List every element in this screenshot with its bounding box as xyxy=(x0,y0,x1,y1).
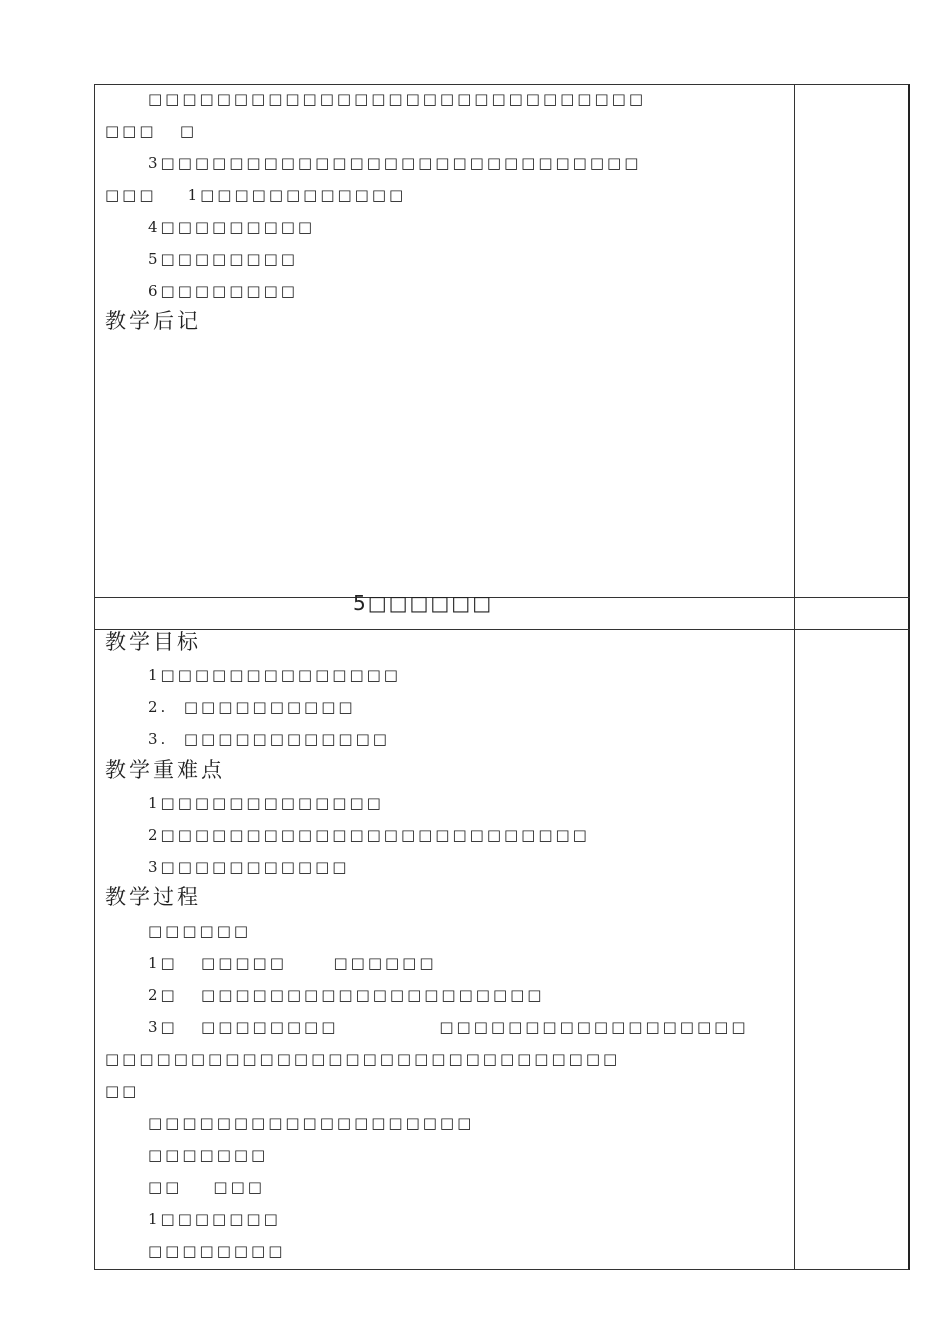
key-points-heading: 教学重难点 xyxy=(105,758,225,782)
continued-text-line: 3□□□□□□□□□□□□□□□□□□□□□□□□□□□□ xyxy=(148,154,642,172)
afterword-heading: 教学后记 xyxy=(105,309,201,333)
notes-column-divider xyxy=(794,84,795,1270)
process-line: □□ □□□ xyxy=(148,1178,265,1196)
process-line: 1□ □□□□□ □□□□□□ xyxy=(148,954,437,972)
objectives-heading: 教学目标 xyxy=(105,630,201,654)
continued-text-line: 5□□□□□□□□ xyxy=(148,250,298,268)
process-line: □□□□□□□□□□□□□□□□□□□□□□□□□□□□□□ xyxy=(105,1050,621,1068)
continued-text-line: □□□□□□□□□□□□□□□□□□□□□□□□□□□□□ xyxy=(148,90,646,108)
process-line: 2□ □□□□□□□□□□□□□□□□□□□□ xyxy=(148,986,545,1004)
process-line: □□ xyxy=(105,1082,140,1100)
title-row-bottom-border xyxy=(94,629,910,630)
process-line: 1□□□□□□□ xyxy=(148,1210,281,1228)
continued-text-line: □□□ 1□□□□□□□□□□□□ xyxy=(105,186,407,204)
continued-text-line: □□□ □ xyxy=(105,122,197,140)
objective-item: 2. □□□□□□□□□□ xyxy=(148,698,356,716)
process-line: 3□ □□□□□□□□ □□□□□□□□□□□□□□□□□□ xyxy=(148,1018,749,1036)
process-line: □□□□□□□□ xyxy=(148,1242,286,1260)
title-row-top-border xyxy=(94,597,910,598)
lesson-title: 5□□□□□□ xyxy=(353,591,494,615)
key-point-item: 1□□□□□□□□□□□□□ xyxy=(148,794,384,812)
process-line: □□□□□□□□□□□□□□□□□□□ xyxy=(148,1114,475,1132)
key-point-item: 3□□□□□□□□□□□ xyxy=(148,858,350,876)
continued-text-line: 4□□□□□□□□□ xyxy=(148,218,316,236)
process-heading: 教学过程 xyxy=(105,885,201,909)
objective-item: 3. □□□□□□□□□□□□ xyxy=(148,730,390,748)
process-line: □□□□□□□ xyxy=(148,1146,269,1164)
process-line: □□□□□□ xyxy=(148,922,252,940)
key-point-item: 2□□□□□□□□□□□□□□□□□□□□□□□□□ xyxy=(148,826,590,844)
continued-text-line: 6□□□□□□□□ xyxy=(148,282,298,300)
objective-item: 1□□□□□□□□□□□□□□ xyxy=(148,666,401,684)
